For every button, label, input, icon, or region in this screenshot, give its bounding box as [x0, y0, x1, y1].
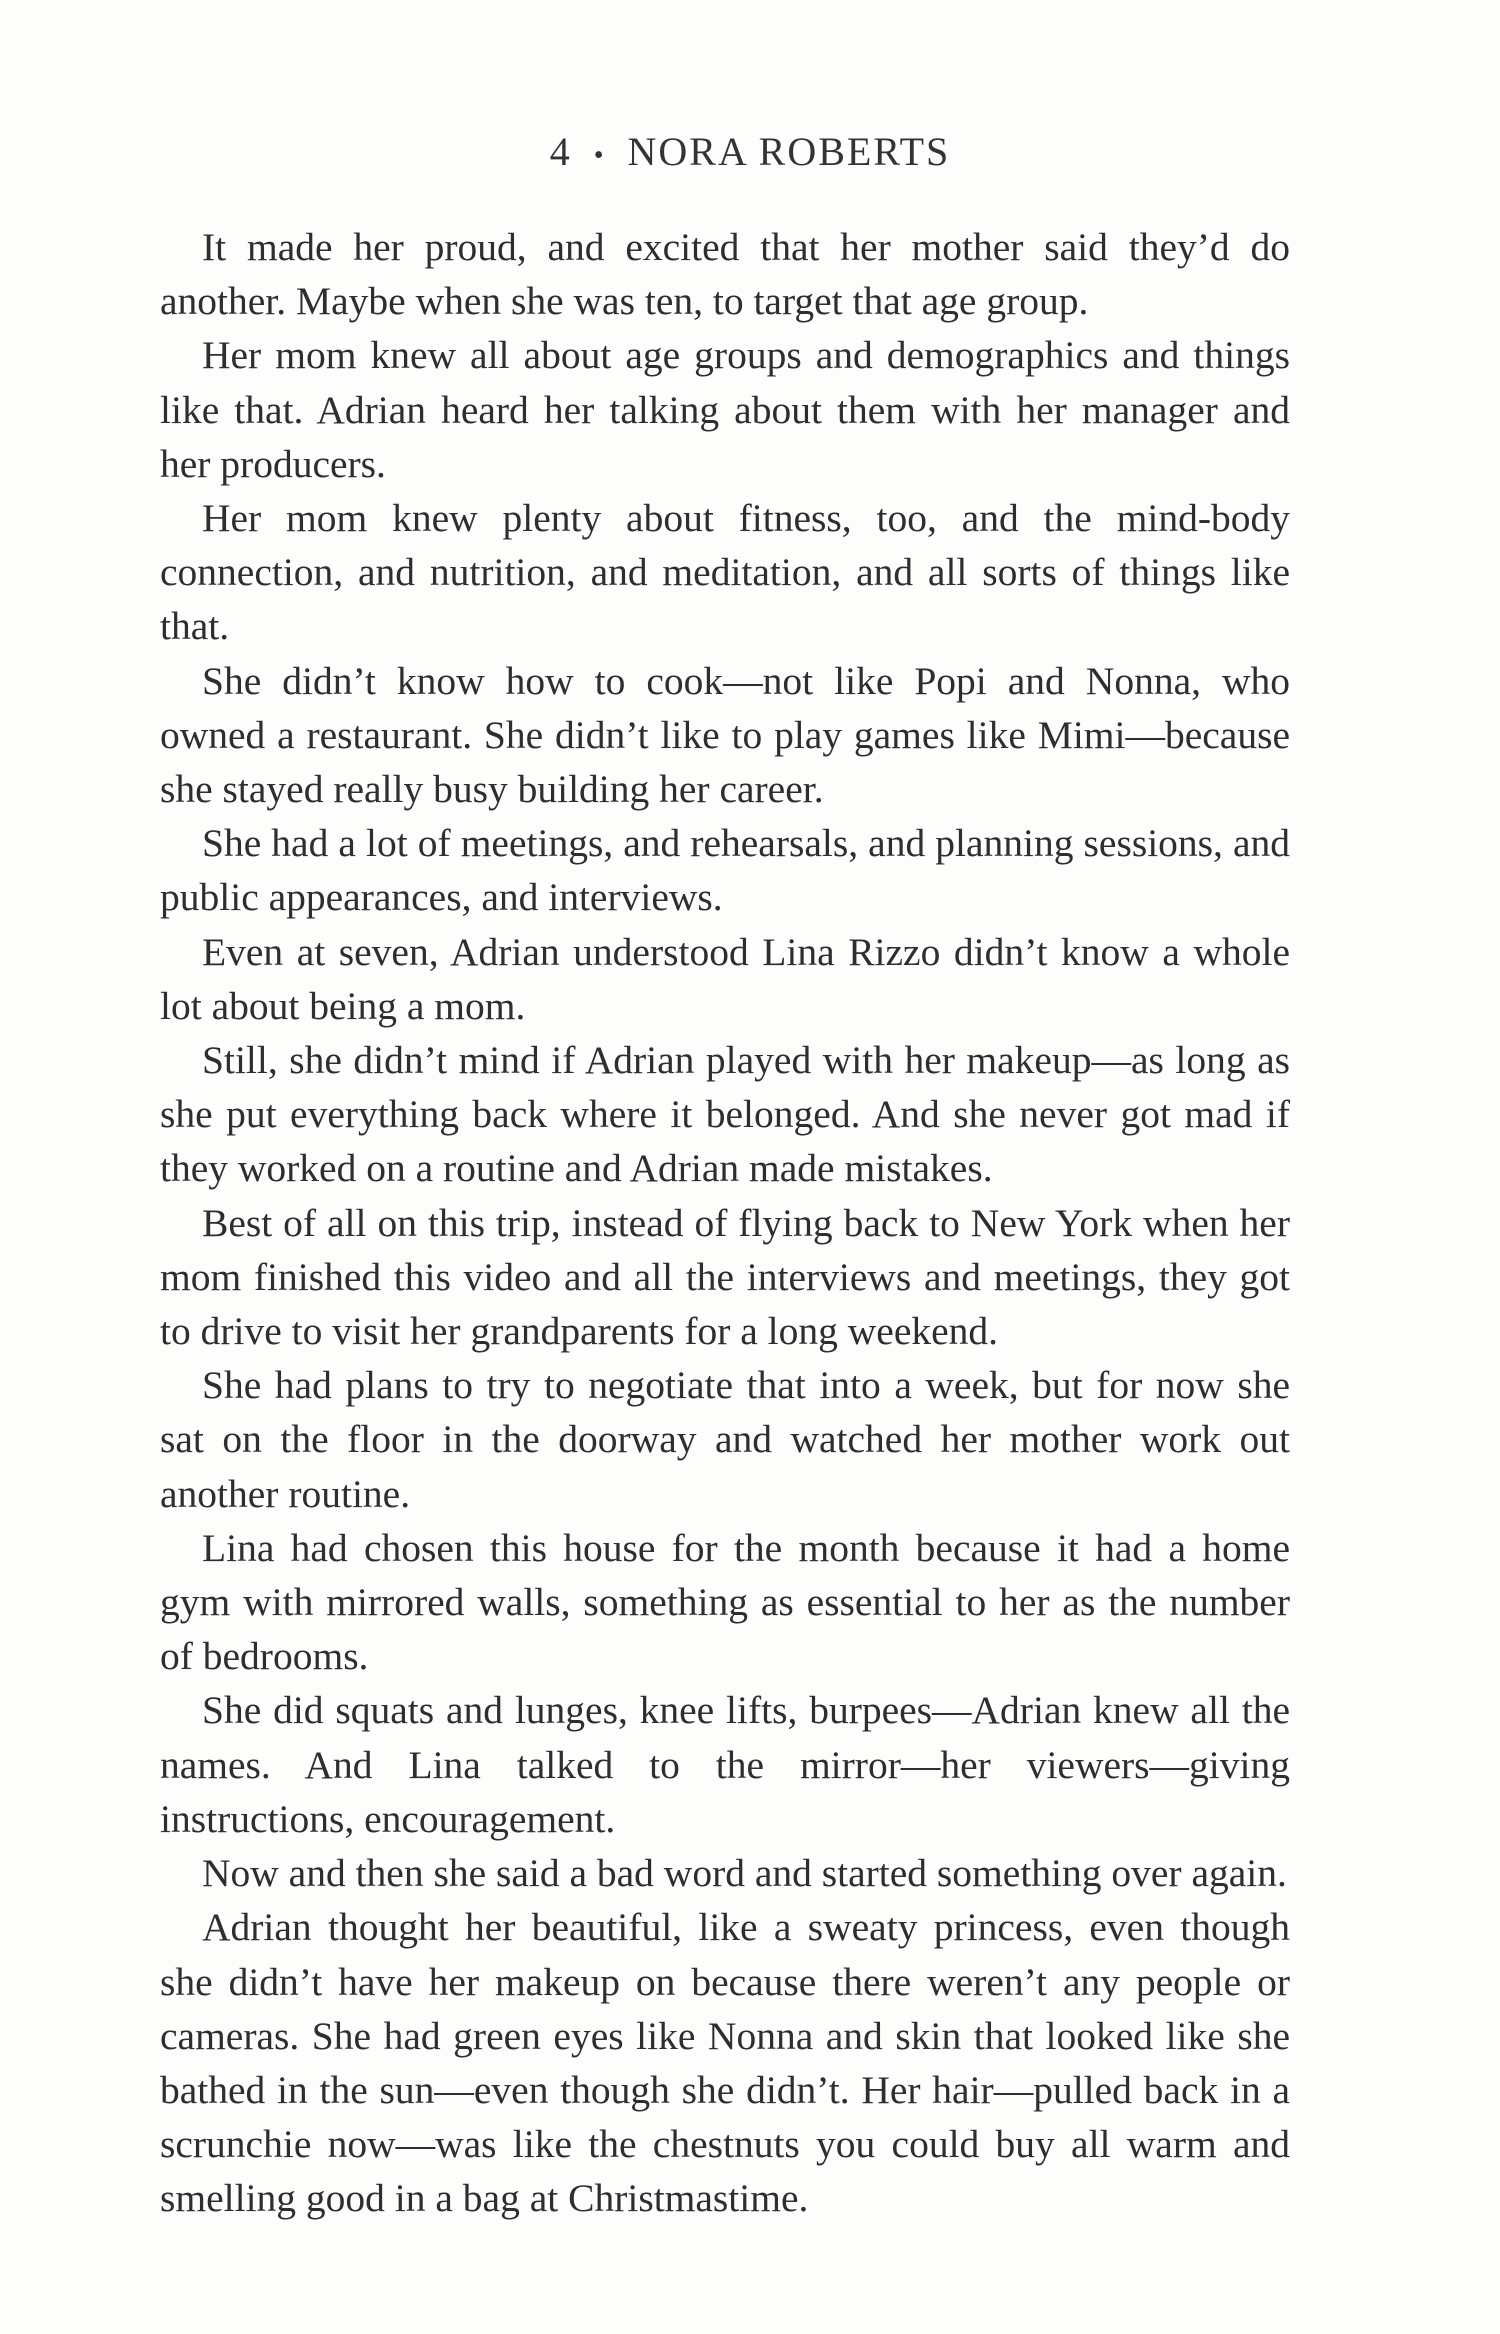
paragraph: Now and then she said a bad word and started something over again.: [202, 1851, 1287, 1896]
paragraph: It made her proud, and excited that her mother said they’d do another. Maybe when she was ten, to target that age group.: [160, 225, 1290, 324]
page-number: 4: [549, 129, 572, 174]
paragraph: She did squats and lunges, knee lifts, burpees—Adrian knew all the names. And Lina talked to the mirror—her viewers—giving instructions, encouragement.: [160, 1688, 1290, 1841]
paragraph: Lina had chosen this house for the month because it had a home gym with mirrored walls, something as essential to her as the number of bedrooms.: [160, 1525, 1290, 1679]
author-name: NORA ROBERTS: [627, 129, 951, 174]
paragraph: Even at seven, Adrian understood Lina Rizzo didn’t know a whole lot about being a mom.: [160, 929, 1290, 1028]
paragraph: Still, she didn’t mind if Adrian played with her makeup—as long as she put everything back where it belonged. And she never got mad if they worked on a routine and Adrian made mistakes.: [160, 1038, 1290, 1191]
paragraph: She didn’t know how to cook—not like Popi and Nonna, who owned a restaurant. She didn’t like to play games like Mimi—because she stayed really busy building her career.: [160, 658, 1290, 812]
paragraph: Adrian thought her beautiful, like a sweaty princess, even though she didn’t have her makeup on because there weren’t any people or cameras. She had green eyes like Nonna and skin that looked like she bathed in the sun—even though she didn’t. Her hair—pulled back in a scrunchie now—was like the chestnuts you could buy all warm and smelling good in a bag at Christmastime.: [160, 1905, 1290, 2221]
paragraph: Her mom knew plenty about fitness, too, and the mind-body connection, and nutrition, and meditation, and all sorts of things like that.: [160, 496, 1290, 649]
paragraph: She had plans to try to negotiate that into a week, but for now she sat on the floor in the doorway and watched her mother work out another routine.: [160, 1363, 1290, 1516]
paragraph: Her mom knew all about age groups and demographics and things like that. Adrian heard her talking about them with her manager and her producers.: [160, 333, 1290, 486]
running-head: [0, 128, 1500, 175]
header-separator: •: [593, 139, 606, 171]
paragraph: She had a lot of meetings, and rehearsals, and planning sessions, and public appearances, and interviews.: [160, 821, 1290, 920]
paragraph: Best of all on this trip, instead of flying back to New York when her mom finished this video and all the interviews and meetings, they got to drive to visit her grandparents for a long weekend.: [160, 1200, 1290, 1354]
body-text: [160, 220, 1290, 2226]
